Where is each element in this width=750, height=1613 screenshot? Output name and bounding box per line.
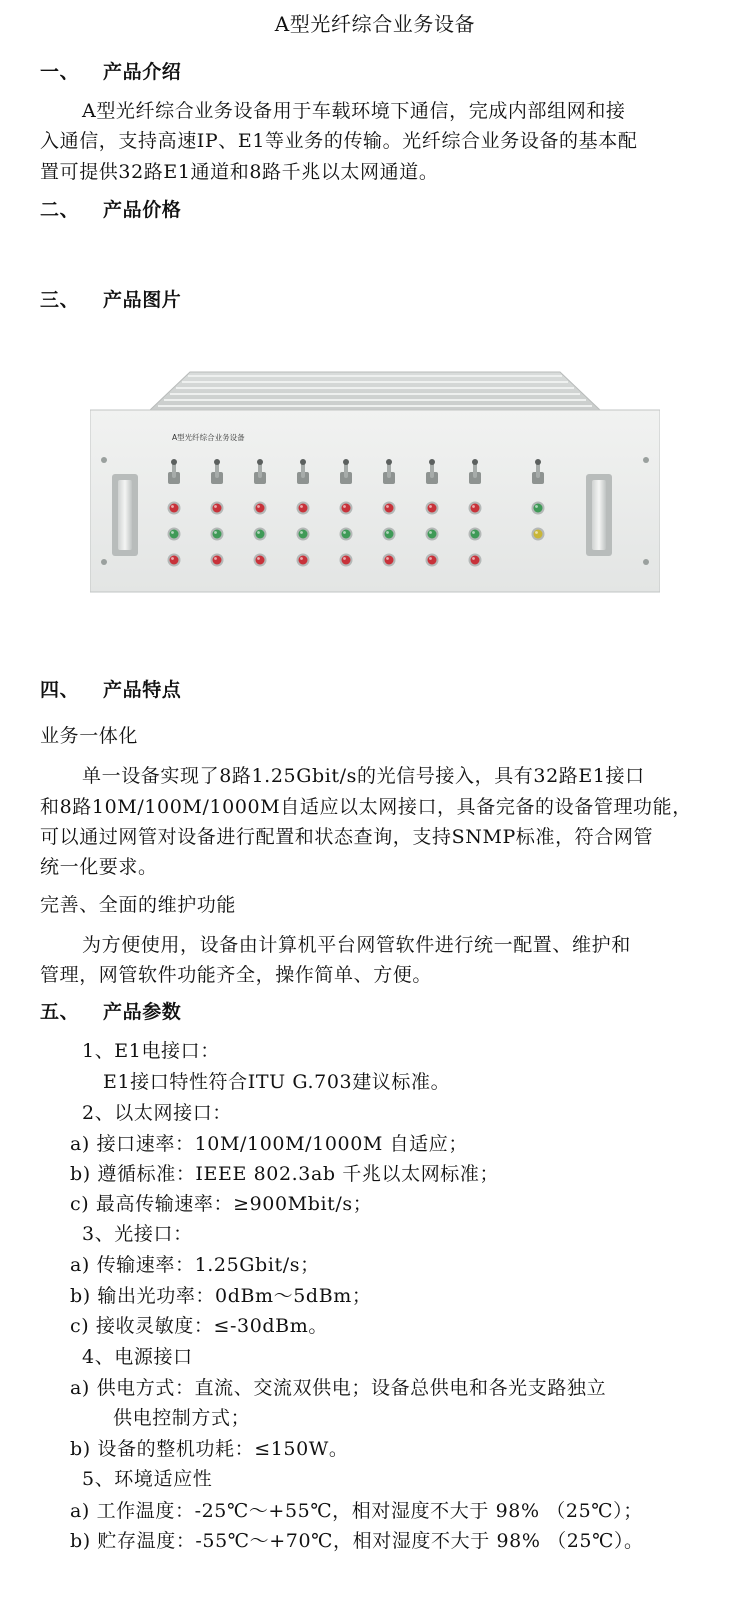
led <box>342 530 351 539</box>
toggle-switch-tip <box>214 459 220 465</box>
led-glint <box>386 557 389 560</box>
section-title: 产品参数 <box>103 1001 182 1023</box>
led <box>299 556 308 565</box>
feature-subheading: 业务一体化 <box>40 725 139 747</box>
led <box>213 556 222 565</box>
section-number: 四、 <box>40 679 80 701</box>
led <box>471 556 480 565</box>
led-glint <box>300 557 303 560</box>
led <box>256 556 265 565</box>
led-glint <box>171 505 174 508</box>
led-glint <box>171 531 174 534</box>
led <box>213 504 222 513</box>
led-glint <box>535 531 538 534</box>
led <box>170 530 179 539</box>
led <box>213 530 222 539</box>
feature-subheading: 完善、全面的维护功能 <box>40 894 237 916</box>
feature-line: 和8路10M/100M/1000M自适应以太网接口，具备完备的设备管理功能， <box>40 796 692 818</box>
led-glint <box>214 557 217 560</box>
param-line: 5、环境适应性 <box>82 1468 213 1490</box>
led-glint <box>257 557 260 560</box>
led-glint <box>343 505 346 508</box>
led-glint <box>429 557 432 560</box>
toggle-switch-tip <box>300 459 306 465</box>
led-glint <box>257 531 260 534</box>
feature-line: 管理，网管软件功能齐全，操作简单、方便。 <box>40 964 433 986</box>
param-line: c) 接收灵敏度：≤-30dBm。 <box>70 1315 328 1337</box>
led-glint <box>472 505 475 508</box>
intro-line: A型光纤综合业务设备用于车载环境下通信，完成内部组网和接 <box>82 100 626 122</box>
param-line: 供电控制方式； <box>113 1407 251 1429</box>
param-line: b) 遵循标准：IEEE 802.3ab 千兆以太网标准； <box>70 1163 500 1185</box>
section-number: 三、 <box>40 289 80 311</box>
led-glint <box>300 505 303 508</box>
device-photo <box>90 362 660 597</box>
toggle-switch-tip <box>257 459 263 465</box>
toggle-switch-tip <box>171 459 177 465</box>
led <box>385 530 394 539</box>
led <box>428 556 437 565</box>
led <box>256 504 265 513</box>
left-handle <box>112 474 138 556</box>
feature-line: 为方便使用，设备由计算机平台网管软件进行统一配置、维护和 <box>82 934 631 956</box>
led <box>471 530 480 539</box>
led <box>299 504 308 513</box>
device-top-cover <box>150 372 600 410</box>
led-glint <box>429 531 432 534</box>
param-line: E1接口特性符合ITU G.703建议标准。 <box>103 1071 451 1093</box>
toggle-switch-tip <box>535 459 541 465</box>
param-line: b) 贮存温度：-55℃～+70℃，相对湿度不大于 98% （25℃）。 <box>70 1530 644 1552</box>
section-heading-4 <box>0 678 750 702</box>
intro-line: 置可提供32路E1通道和8路千兆以太网通道。 <box>40 161 439 183</box>
toggle-switch-tip <box>472 459 478 465</box>
section-heading-3 <box>0 288 750 312</box>
section-title: 产品介绍 <box>103 61 182 83</box>
led <box>428 530 437 539</box>
led-glint <box>171 557 174 560</box>
section-heading-1 <box>0 60 750 84</box>
param-line: b) 输出光功率：0dBm～5dBm； <box>70 1285 372 1307</box>
led-glint <box>257 505 260 508</box>
led-glint <box>343 557 346 560</box>
section-title: 产品图片 <box>103 289 182 311</box>
param-line: a) 接口速率：10M/100M/1000M 自适应； <box>70 1133 468 1155</box>
led <box>256 530 265 539</box>
param-line: 2、以太网接口： <box>82 1102 232 1124</box>
led-glint <box>535 505 538 508</box>
page-title: A型光纤综合业务设备 <box>274 12 476 36</box>
param-line: b) 设备的整机功耗：≤150W。 <box>70 1438 349 1460</box>
section-heading-2 <box>0 198 750 222</box>
param-line: 1、E1电接口： <box>82 1040 220 1062</box>
led-glint <box>472 557 475 560</box>
led <box>170 504 179 513</box>
led <box>299 530 308 539</box>
right-handle <box>586 474 612 556</box>
section-number: 一、 <box>40 61 80 83</box>
led-glint <box>472 531 475 534</box>
led-glint <box>343 531 346 534</box>
feature-line: 单一设备实现了8路1.25Gbit/s的光信号接入，具有32路E1接口 <box>82 765 645 787</box>
led <box>342 504 351 513</box>
param-line: a) 供电方式：直流、交流双供电；设备总供电和各光支路独立 <box>70 1377 607 1399</box>
section-title: 产品特点 <box>103 679 182 701</box>
param-line: a) 工作温度：-25℃～+55℃，相对湿度不大于 98% （25℃）； <box>70 1500 643 1522</box>
led <box>471 504 480 513</box>
led-glint <box>214 505 217 508</box>
led <box>342 556 351 565</box>
param-line: a) 传输速率：1.25Gbit/s； <box>70 1254 320 1276</box>
led-glint <box>214 531 217 534</box>
led-glint <box>300 531 303 534</box>
section-title: 产品价格 <box>103 199 182 221</box>
section-number: 五、 <box>40 1001 80 1023</box>
led-glint <box>386 531 389 534</box>
section-number: 二、 <box>40 199 80 221</box>
feature-line: 可以通过网管对设备进行配置和状态查询，支持SNMP标准，符合网管 <box>40 826 654 848</box>
param-line: c) 最高传输速率：≥900Mbit/s； <box>70 1193 373 1215</box>
device-panel-label: A型光纤综合业务设备 <box>172 433 245 442</box>
toggle-switch-tip <box>386 459 392 465</box>
led <box>385 556 394 565</box>
led-glint <box>386 505 389 508</box>
led <box>534 504 543 513</box>
led-glint <box>429 505 432 508</box>
toggle-switch-tip <box>429 459 435 465</box>
section-heading-5 <box>0 1000 750 1024</box>
feature-line: 统一化要求。 <box>40 856 158 878</box>
led <box>385 504 394 513</box>
intro-line: 入通信，支持高速IP、E1等业务的传输。光纤综合业务设备的基本配 <box>40 130 638 152</box>
led <box>534 530 543 539</box>
led <box>428 504 437 513</box>
led <box>170 556 179 565</box>
param-line: 4、电源接口 <box>82 1346 193 1368</box>
toggle-switch-tip <box>343 459 349 465</box>
param-line: 3、光接口： <box>82 1223 193 1245</box>
